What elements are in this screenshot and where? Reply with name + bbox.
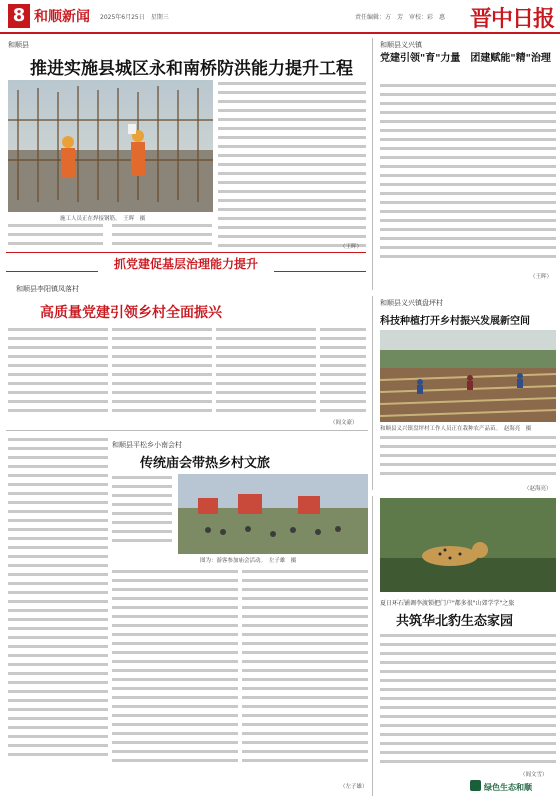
story4-left-body: [8, 436, 108, 776]
wildlife-photo-icon: [380, 498, 556, 592]
lead-photo: [8, 80, 213, 212]
right-source: （王晖）: [530, 274, 553, 280]
story3-headline: 科技种植打开乡村振兴发展新空间: [380, 316, 530, 327]
story5-headline: 共筑华北豹生态家园: [396, 614, 514, 629]
page-number: 8: [8, 4, 30, 28]
farm-field-photo-icon: [380, 330, 556, 422]
leaf-icon: [470, 780, 481, 791]
story2-body-2: [112, 326, 212, 420]
story2-body-4: [320, 326, 366, 420]
story4-body-2: [112, 568, 238, 778]
section-divider: [6, 430, 368, 431]
lead-source: （王晖）: [340, 244, 363, 250]
story4-caption: 图为：游客参加庙会活动。 左子雄 摄: [200, 558, 297, 564]
story4-source: （左子雄）: [340, 784, 368, 790]
story3-body: [380, 434, 556, 490]
column-divider-2: [372, 296, 373, 490]
story2-body-3: [216, 326, 316, 420]
story4-photo: [178, 474, 368, 554]
lead-body-right: [218, 80, 366, 248]
right-kicker: 和顺县义兴镇: [380, 41, 422, 49]
date-line: 2025年6月25日 星期三: [100, 14, 169, 21]
lead-headline: 推进实施县城区永和南桥防洪能力提升工程: [30, 59, 353, 79]
story5-kicker: 夏日环石铺调李渡锁把门户"都多很"山郊学学"之旅: [380, 600, 515, 607]
footer-brand: 绿色生态和顺: [484, 783, 532, 792]
masthead: [0, 0, 560, 34]
banner-title: 抓党建促基层治理能力提升: [98, 255, 274, 272]
lead-kicker: 和顺县: [8, 41, 29, 49]
story5-body: [380, 632, 556, 774]
right-headline: 党建引领"育"力量 团建赋能"精"治理: [380, 53, 551, 64]
story5-photo: [380, 498, 556, 592]
story4-headline: 传统庙会带热乡村文旅: [140, 456, 271, 471]
story4-body-1: [112, 474, 172, 548]
story3-photo: [380, 330, 556, 422]
right-body: [380, 82, 556, 268]
section-name: 和顺新闻: [34, 9, 90, 25]
lead-body-left: [8, 222, 103, 250]
story2-source: （阎文豪）: [330, 420, 358, 426]
column-divider-3: [372, 496, 373, 796]
story2-kicker: 和顺县李阳镇凤落村: [16, 285, 79, 293]
temple-fair-photo-icon: [178, 474, 368, 554]
story3-caption: 和顺县义兴镇盘坪村工作人员正在栽种农产品苗。 赵海亮 摄: [380, 426, 532, 432]
lead-photo-caption: 施工人员正在焊接钢筋。 王晖 摄: [60, 216, 146, 222]
story3-kicker: 和顺县义兴镇盘坪村: [380, 299, 443, 307]
column-divider: [372, 38, 373, 290]
section-banner: [6, 252, 366, 272]
story5-source: （阎文雪）: [520, 772, 548, 778]
construction-photo-icon: [8, 80, 213, 212]
story4-body-3: [242, 568, 368, 778]
story4-kicker: 和顺县平松乡小南会村: [112, 441, 182, 449]
newspaper-logo: 晋中日报: [470, 6, 555, 32]
story3-source: （赵海亮）: [524, 486, 552, 492]
lead-body-mid: [112, 222, 212, 250]
story2-body-1: [8, 326, 108, 420]
story2-headline: 高质量党建引领乡村全面振兴: [40, 305, 222, 321]
editors-line: 责任编辑：方 芳 审校：彩 惠: [355, 14, 446, 21]
